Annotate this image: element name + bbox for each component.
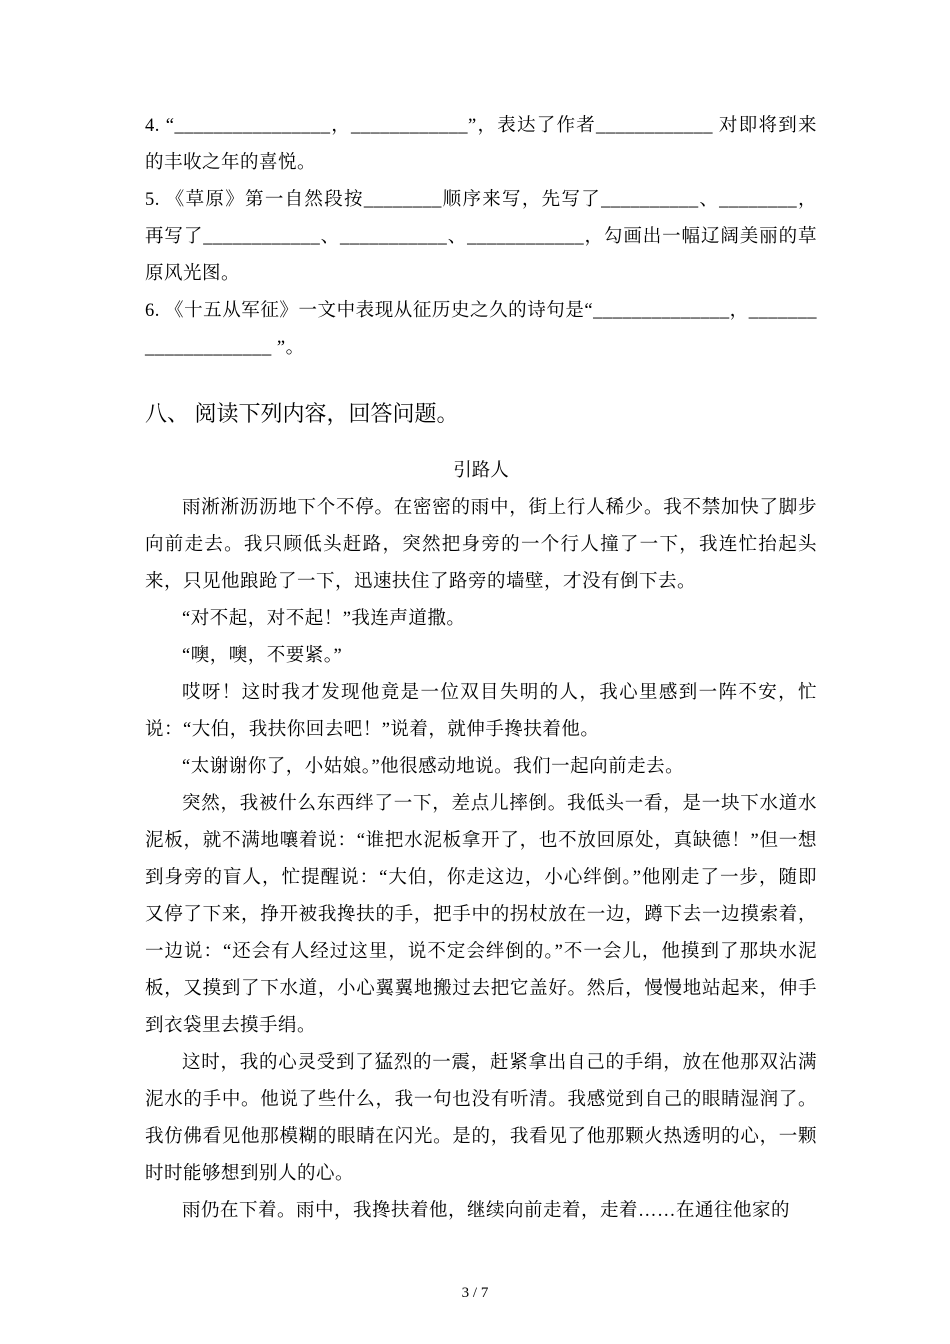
page-footer bbox=[0, 1285, 950, 1302]
passage-paragraph: “对不起，对不起！”我连声道撒。 bbox=[182, 609, 466, 629]
passage-paragraph: “噢，噢，不要紧。” bbox=[182, 646, 343, 666]
passage-paragraph: 雨仍在下着。雨中，我搀扶着他，继续向前走着，走着……在通往他家的 bbox=[182, 1201, 791, 1221]
reading-passage bbox=[145, 490, 817, 1230]
passage-paragraph: 突然，我被什么东西绊了一下，差点儿摔倒。我低头一看，是一块下水道水泥板，就不满地嚷着说：“谁把水泥板拿开了，也不放回原处，真缺德！”但一想到身旁的盲人，忙提醒说：“大伯，你走这边，小心绊倒。”他刚走了一步，随即又停了下来，挣开被我搀扶的手，把手中的拐杖放在一边，蹲下去一边摸索着，一边说：“还会有人经过这里，说不定会绊倒的。”不一会儿，他摸到了那块水泥板，又摸到了下水道，小心翼翼地搬过去把它盖好。然后，慢慢地站起来，伸手到衣袋里去摸手绢。 bbox=[145, 794, 817, 1036]
question-item: 5. 《草原》第一自然段按________顺序来写，先写了__________、________，再写了____________、___________、____________，勾画出一幅辽阔美丽的草原风光图。 bbox=[145, 190, 817, 284]
reading-title: 引路人 bbox=[453, 461, 509, 481]
passage-paragraph: 这时，我的心灵受到了猛烈的一震，赶紧拿出自己的手绢，放在他那双沾满泥水的手中。他说了些什么，我一句也没有听清。我感觉到自己的眼睛湿润了。我仿佛看见他那模糊的眼睛在闪光。是的，我看见了他那颗火热透明的心，一颗时时能够想到别人的心。 bbox=[145, 1053, 817, 1184]
page-content bbox=[145, 108, 817, 1230]
fill-in-blank-questions bbox=[145, 108, 817, 367]
section-header: 八、 阅读下列内容，回答问题。 bbox=[145, 401, 459, 426]
question-item: 6. 《十五从军征》一文中表现从征历史之久的诗句是“______________，____________________ ”。 bbox=[145, 301, 817, 358]
question-item: 4. “________________，____________”，表达了作者____________ 对即将到来的丰收之年的喜悦。 bbox=[145, 116, 817, 173]
passage-paragraph: “太谢谢你了，小姑娘。”他很感动地说。我们一起向前走去。 bbox=[182, 757, 685, 777]
passage-paragraph: 哎呀！这时我才发现他竟是一位双目失明的人，我心里感到一阵不安，忙说：“大伯，我扶你回去吧！”说着，就伸手搀扶着他。 bbox=[145, 683, 817, 740]
page-number: 3 / 7 bbox=[461, 1285, 489, 1301]
passage-paragraph: 雨淅淅沥沥地下个不停。在密密的雨中，街上行人稀少。我不禁加快了脚步向前走去。我只顾低头赶路，突然把身旁的一个行人撞了一下，我连忙抬起头来，只见他踉跄了一下，迅速扶住了路旁的墙壁，才没有倒下去。 bbox=[145, 498, 817, 592]
